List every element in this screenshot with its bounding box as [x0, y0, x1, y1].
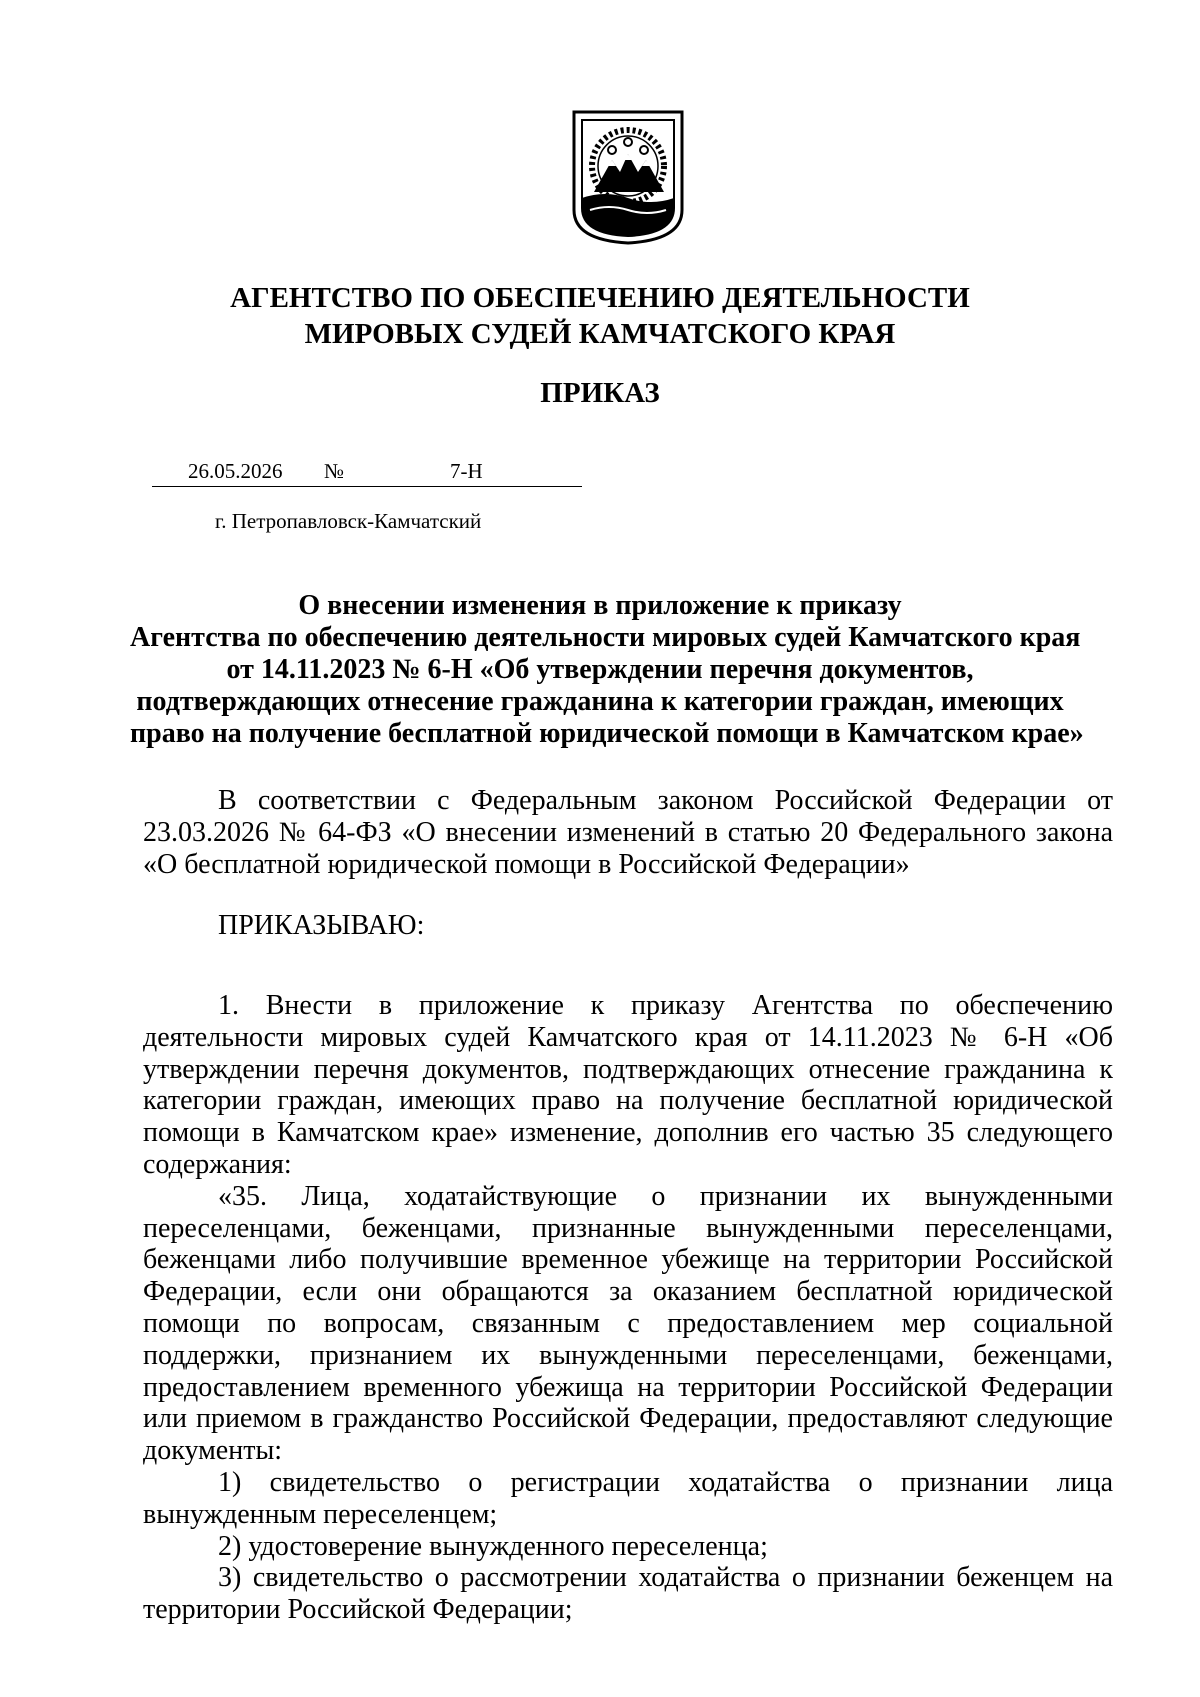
number-sign: №	[324, 459, 345, 483]
subject-line: О внесении изменения в приложение к приказу	[298, 590, 902, 621]
order-subject	[130, 590, 1084, 750]
order-word-block	[143, 910, 1113, 942]
subject-line: подтверждающих отнесение гражданина к категории граждан, имеющих	[136, 686, 1064, 717]
list-item: 2) удостоверение вынужденного переселенца;	[218, 1530, 768, 1562]
subject-line: право на получение бесплатной юридической помощи в Камчатском крае»	[130, 718, 1084, 749]
agency-title-line1: АГЕНТСТВО ПО ОБЕСПЕЧЕНИЮ ДЕЯТЕЛЬНОСТИ	[230, 282, 970, 314]
city-name: г. Петропавловск-Камчатский	[215, 509, 482, 533]
order-date: 26.05.2026	[188, 459, 283, 483]
preamble-block	[143, 785, 1113, 880]
item-paragraph: 1. Внести в приложение к приказу Агентства по обеспечению деятельности мировых судей Камчатского края от 14.11.2023 № 6-Н «Об утверждении перечня документов, подтверждающих отнесение гражданина к категории граждан, имеющих право на получение бесплатной юридической помощи в Камчатском крае» изменение, дополнив его частью 35 следующего содержания:	[143, 990, 1113, 1180]
subject-line: Агентства по обеспечению деятельности мировых судей Камчатского края	[130, 622, 1081, 653]
order-word: ПРИКАЗЫВАЮ:	[218, 910, 425, 941]
order-items	[143, 990, 1113, 1626]
order-date-number-line	[152, 458, 582, 487]
order-number: 7-Н	[450, 459, 483, 483]
agency-title	[0, 280, 1200, 352]
kamchatka-coat-of-arms-icon	[572, 110, 684, 245]
document-type: ПРИКАЗ	[540, 377, 660, 409]
item-paragraph: «35. Лица, ходатайствующие о признании их вынужденными переселенцами, беженцами, признанные вынужденными переселенцами, беженцами либо получившие временное убежище на территории Российской Федерации, если они обращаются за оказанием бесплатной юридической помощи по вопросам, связанным с предоставлением мер социальной поддержки, признанием их вынужденными переселенцами, беженцами, предоставлением временного убежища на территории Российской Федерации или приемом в гражданство Российской Федерации, предоставляют следующие документы:	[143, 1180, 1113, 1467]
list-item: 3) свидетельство о рассмотрении ходатайства о признании беженцем на территории Российской Федерации;	[143, 1562, 1113, 1626]
list-item: 1) свидетельство о регистрации ходатайства о признании лица вынужденным переселенцем;	[143, 1466, 1113, 1530]
preamble-paragraph: В соответствии с Федеральным законом Российской Федерации от 23.03.2026 № 64-ФЗ «О внесении изменений в статью 20 Федерального закона «О бесплатной юридической помощи в Российской Федерации»	[143, 785, 1113, 880]
agency-title-line2: МИРОВЫХ СУДЕЙ КАМЧАТСКОГО КРАЯ	[304, 318, 896, 350]
subject-line: от 14.11.2023 № 6-Н «Об утверждении перечня документов,	[226, 654, 974, 685]
